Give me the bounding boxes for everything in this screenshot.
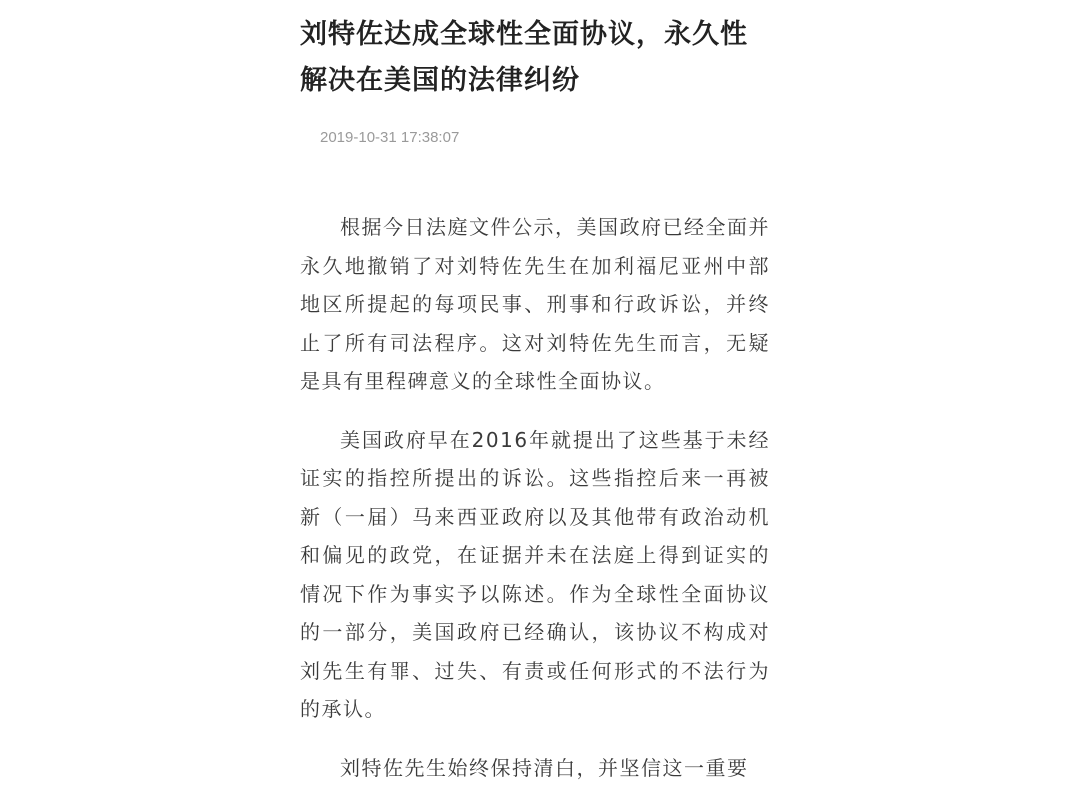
article-title-line-1: 刘特佐达成全球性全面协议，永久性 [300,19,748,50]
article-body [300,208,770,787]
article-paragraph-3: 刘特佐先生始终保持清白，并坚信这一重要 [340,755,749,780]
article-title-line-2: 解决在美国的法律纠纷 [300,65,580,96]
article-title [300,0,770,104]
article [300,0,770,807]
article-paragraph-2: 美国政府早在2016年就提出了这些基于未经证实的指控所提出的诉讼。这些指控后来一再被新（一届）马来西亚政府以及其他带有政治动机和偏见的政党，在证据并未在法庭上得到证实的情况下作为事实予以陈述。作为全球性全面协议的一部分，美国政府已经确认，该协议不构成对刘先生有罪、过失、有责或任何形式的不法行为的承认。 [300,427,770,721]
publish-date: 2019-10-31 17:38:07 [320,129,460,146]
article-paragraph-1: 根据今日法庭文件公示，美国政府已经全面并永久地撤销了对刘特佐先生在加利福尼亚州中部地区所提起的每项民事、刑事和行政诉讼，并终止了所有司法程序。这对刘特佐先生而言，无疑是具有里程碑意义的全球性全面协议。 [300,215,770,393]
